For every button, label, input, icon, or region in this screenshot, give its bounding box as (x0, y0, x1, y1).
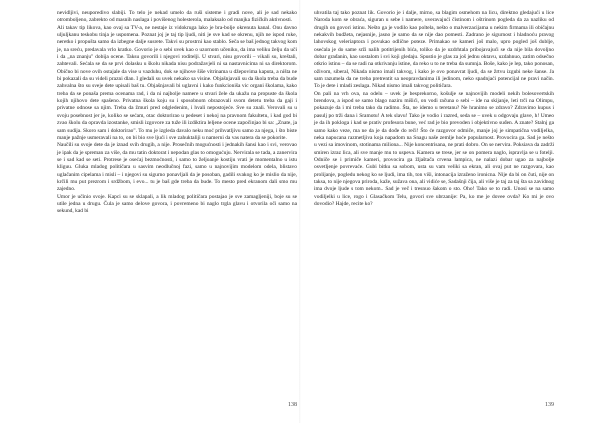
paragraph: Naučili su svoje dete da je iznad svih drugih, a nije. Prosečnih mogućnosti i jednakih šansi kao i svi, verovao je ipak da je spreman za više, da mu tatin doktorat i nepodan glas to omogućuju. Nervirala se tada, a zanervira se i sad kad se seti. Protresе je osećaj bezmoćnosti, i samo to željoanje kostiju vrati je momentalno u istu kliguu. Gluka mladog političara u sasvim neodlučnoj fazi, samo u najnovijim modelom odela, blistavo uglačanim cipelama i misli – i njegovi su sigurno ponavljali da je posoban, gadili svakog ko je mislio da nije, krčili mu put prezrom i srdžbom, i evo... tu je baš gde treba da bude. To mesto pred ekranom dali smo mu zajedno. (57, 142, 297, 193)
page-number: 138 (288, 402, 297, 408)
page-number: 139 (545, 402, 554, 408)
paragraph: Umor je učinio svoje. Kapci su se sklapali, a lik mladog političara postajao je sve zamagljeniji, boje su se utile jedna u drugu. Čula je samo delove govora, i povremeno bi naglo trgla glavu i otvorila oči samo na sekund, kad bi (57, 193, 297, 215)
right-page-text (314, 10, 554, 208)
paragraph: uhvatila taj tako poznat lik. Govorio je i dalje, mirno, sa blagim osmehom na licu, direktno gledajući u lice Naroda kom se obraća, siguran u sebe i namere, uveravajući čistinom i oštrinom pogleda da za nazliku od drugih on govori istinu. Nešto ga je vodilo kao poltela, nešto o malverzacijama u nekim firmama ili običajnu nekakvih budžeta, nejasnije, jasno je samo da se nije dao pomesti. Zadrano je sigurnost i hladnoću pravog lahovskog veleriaptora i povukao odlične poteze. Primakao se kameri još malo, upro pogled još dublje, osećala je do same srži nalih potitrijenih bića, toliko da je uzdrhtala pribojavajući se da nije bila dovoljno dobar građanin, kao uostalom i svi koji gledaju. Spustio je glas za još jednu oktavu, uzdahnuo, zatim odsečno otkrio istinu – da se radi na otkrivanju istine, da reko u to ne treba da sumnja. Boše, kako je lep, tako ponosan, oživom, siberal, Nikada nismo imali takvog, i kako je ovo ponavrat ljudi, da se žrtvu izgubi neke šanse. Ja sam razumela da ne treba pretrentit sa neopravdanima ili jedinom, neko spadnjaći potencijal ne pravi način. To je dete i mladi zeslaga. Nikad nismo imali takvog političara. (314, 10, 554, 90)
left-page-text (57, 10, 297, 216)
paragraph: Ali takav tip likova, kao ovaj sa TV-a, ne nestaje iz vidokruga lako je bra-bolje okrenuta kanal. Onu davno uljuljkanu teskobu tinja je uspomena. Poznat joj je taj tip ljudi, niti je sve kad se okrenu, njih ne ispod ruke, neretko i propušta samo da izbegne dalje susrete. Takvi su prostrni kao stablo. Seča se baš jednog takvog kom je, na sreću, predavala vrlo kratko. Govorio je o sebi uvek kao o uzornom učeniku, da ima veliku želju da uči i da „na znanju" dobija ocene. Taksu govorili i njegovi roditelji. U stvari, nisu govorili – vikali su, kreštali, zahtevali. Sećala se da se prvi dolasku u školu nikada nisu podražavjeli ni sa nastavnicima ni sa direktorom. Obično bi nove ovih ostajale da vise u vazduhu, dok se njihove šiše vitrinama u džepovima kaputa, a ništa ne bi pokazali da su videli prazni dlan. I gledali su uvek nekako sa visine. Objašnjavali su da škola treba da bude zahvalna što su sveje dete upisali baš tu. Objašnjavali bi uglavni i kako funkcioniša vic organi školama, kako treba da se ponaša prema ocenama rad, i da ni najbolje namere u stvari žele da ukažu na propuste da škola kojih njihovo dete spašeno. Privatna škola koju su i sposobnom obrazovali svom detetu treba da gaji i privatne odnose sa njim. Treba da žmuri pred odgledenim, i hvali nepostojeće. Sve su znali. Verovali su u svoju posebnost jer je, koliko se sećam, otac doktorirao u pedeset i nekoj na pravnom fakultetu, i kad god bi zvao školu da opravda izostanke, smisli izgovore za tuže ili izdiktira leljene ocene započinjao bi sa: „Znate, ja sam sudija. Skoro sam i doktorirao". To mu je izgleda davalo neku moć prihvatljivu samo za njega, i što biste manje pažnje usmeravali na to, on bi bio sve ljući i sve zahuktaliji u namerni da vas natera da se pokorite. (57, 24, 297, 141)
right-page (314, 10, 554, 414)
paragraph: nevidljivi, neuporedivo slabiji. To telo je nekad umelo da ruši sisteme i gradi nove, ali je sad nekako otromboljeno, zabrekto od masnih naslaga i povišenog holesterola, malaksalo od manjka fizičkih aktivnosti. (57, 10, 297, 24)
left-page (57, 10, 297, 414)
book-gutter (299, 0, 301, 423)
paragraph: On pali na vrh ova, na odelu – uvek je besprekorno, košulje se najnovijih modeli nekih bolesovertskih brendova, a ispod se samo blago naziru mišići, on vodi računa o sebi – ide na skijanje, leti trči na Olimpu, pokazuje da i mi treba tako da radimo. Šta, ne idemo u teretanu? Ne hranimo se zdravo? Zdravimo kupus i pasulj po trži dana i Sramotu! A tek slavu! Tako je vodio i razred, seda se – uvek u odgovaju glave, h! Umeo je da ih pokloga i kad se prativ profesora bune, već rad je bio prevoden i objektivno suđen. A znate? Stalnj ga samo kako veze, ma ne da je da dođe do reči! Što će razgovor odmiče, manje joj je simpatična vodiljelka, neka napucana razmetljiva koja napadom na Snagu naše zemlje hoće popularnost. Provocira ga. Sad je nešto u vezi sa imovinom, stotinama miliona... Nije koncentrisana, ne prati dobro. On se nervira. Poksiava da zadrži smiren izraz lica, ali sve manje mu to uspeva. Kamera se trese, jer se on pomera naglo, ispravlja se u fotelji. Odniče se i primiče kameri, provocira ga žljaštača crvena lampica, ne nalazi dobar ugao za najbolje osvetljenje povrevaće. Gubi bitku sa sobom, usta su vam veliki sa ekran, ali ovaj put ne razgovara, kao prolijanje, pogledu nekog ko se ljudi, ima tih, ton viši, intonacija izraženo ironicna. Nije da bi on čuti, nije on taksa, to nije njegova priroda, kaže, sužava ona, ali vidiće se, Sadašnji čija, ali više je taj za taj šta sa zavidnog ima dvoje ljude s tom nekom.. Sad je več i tresnuo šakom o sto. Oho! Tako se to radi. Unosi se na samo vodiljelki u lice, rogo i Glasačkom Telu, govori sve ubrzanije: Pa, ko me je dovee ovda? Ko mi je ovo dovodio? Hajde, recite ko? (314, 90, 554, 207)
